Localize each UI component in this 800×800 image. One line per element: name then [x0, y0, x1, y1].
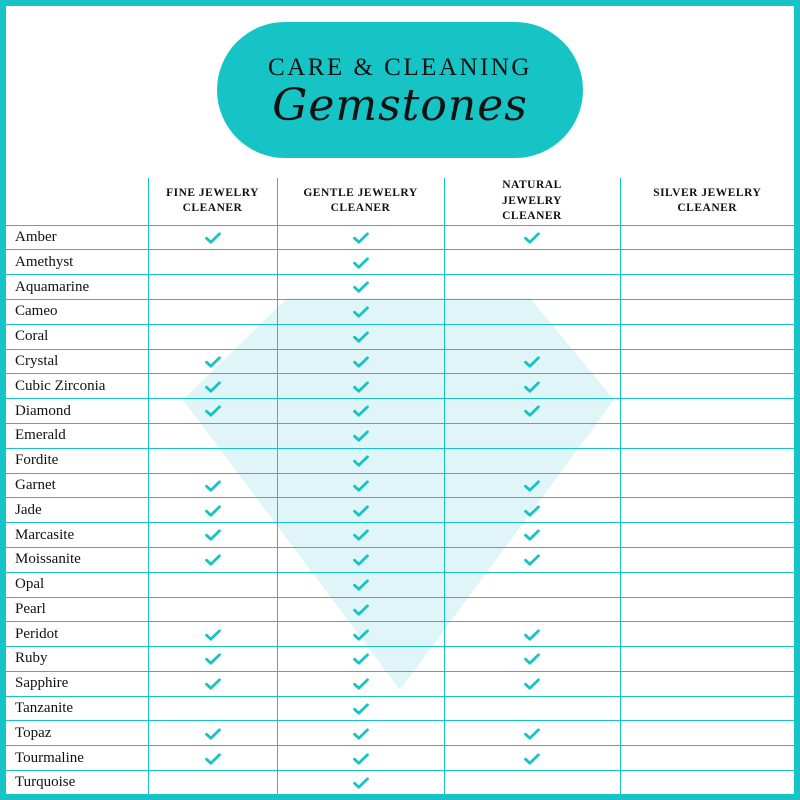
gemstone-name: Cameo [6, 299, 148, 324]
cell-natural [444, 647, 620, 672]
column-header-natural: NATURAL JEWELRY CLEANER [444, 178, 620, 225]
cell-fine [148, 647, 277, 672]
gemstone-name: Marcasite [6, 523, 148, 548]
table-row [6, 498, 794, 523]
cell-natural [444, 523, 620, 548]
cell-silver [620, 721, 794, 746]
check-icon [353, 331, 369, 343]
cell-silver [620, 250, 794, 275]
cell-silver [620, 746, 794, 771]
cell-natural [444, 275, 620, 300]
check-icon [353, 703, 369, 715]
gemstone-name: Fordite [6, 448, 148, 473]
check-icon [524, 232, 540, 244]
cell-gentle [277, 647, 444, 672]
cell-natural [444, 374, 620, 399]
cell-silver [620, 622, 794, 647]
check-icon [353, 480, 369, 492]
check-icon [353, 653, 369, 665]
table-row [6, 696, 794, 721]
cell-fine [148, 721, 277, 746]
gemstone-name: Ruby [6, 647, 148, 672]
cell-natural [444, 250, 620, 275]
table-row [6, 647, 794, 672]
gemstone-name: Sapphire [6, 671, 148, 696]
cell-natural [444, 671, 620, 696]
cell-natural [444, 622, 620, 647]
cell-natural [444, 696, 620, 721]
cell-fine [148, 498, 277, 523]
check-icon [353, 505, 369, 517]
check-icon [353, 257, 369, 269]
table-row [6, 746, 794, 771]
cell-natural [444, 225, 620, 250]
table-row [6, 349, 794, 374]
cell-fine [148, 696, 277, 721]
table-row [6, 448, 794, 473]
check-icon [353, 232, 369, 244]
cell-fine [148, 423, 277, 448]
gemstone-name: Amber [6, 225, 148, 250]
cell-silver [620, 771, 794, 796]
cell-gentle [277, 597, 444, 622]
check-icon [205, 629, 221, 641]
table-row [6, 523, 794, 548]
cell-fine [148, 448, 277, 473]
cell-gentle [277, 423, 444, 448]
title-banner [217, 22, 583, 158]
check-icon [524, 405, 540, 417]
cell-fine [148, 324, 277, 349]
cell-natural [444, 547, 620, 572]
gemstone-name: Amethyst [6, 250, 148, 275]
table-row [6, 771, 794, 796]
table-row [6, 250, 794, 275]
check-icon [353, 579, 369, 591]
cell-silver [620, 498, 794, 523]
header-corner-cell [6, 178, 148, 225]
cell-fine [148, 275, 277, 300]
cell-silver [620, 647, 794, 672]
check-icon [524, 554, 540, 566]
check-icon [205, 505, 221, 517]
cell-gentle [277, 299, 444, 324]
cell-silver [620, 299, 794, 324]
check-icon [205, 728, 221, 740]
check-icon [353, 430, 369, 442]
check-icon [524, 653, 540, 665]
check-icon [524, 728, 540, 740]
check-icon [353, 356, 369, 368]
cell-natural [444, 324, 620, 349]
cell-fine [148, 399, 277, 424]
check-icon [205, 529, 221, 541]
gemstone-name: Garnet [6, 473, 148, 498]
table-row [6, 572, 794, 597]
check-icon [353, 529, 369, 541]
cell-gentle [277, 771, 444, 796]
cell-gentle [277, 696, 444, 721]
table-row [6, 671, 794, 696]
cell-natural [444, 597, 620, 622]
check-icon [205, 480, 221, 492]
gemstone-name: Crystal [6, 349, 148, 374]
cell-natural [444, 399, 620, 424]
check-icon [524, 480, 540, 492]
cell-fine [148, 622, 277, 647]
cell-silver [620, 696, 794, 721]
check-icon [205, 356, 221, 368]
check-icon [353, 381, 369, 393]
cell-gentle [277, 547, 444, 572]
table-body [6, 225, 794, 795]
cell-fine [148, 597, 277, 622]
check-icon [205, 381, 221, 393]
cell-fine [148, 473, 277, 498]
table-row [6, 473, 794, 498]
cell-natural [444, 498, 620, 523]
cell-silver [620, 225, 794, 250]
title-heading: CARE & CLEANING [268, 53, 532, 81]
cell-silver [620, 374, 794, 399]
cell-silver [620, 597, 794, 622]
gemstone-name: Topaz [6, 721, 148, 746]
cell-natural [444, 572, 620, 597]
check-icon [205, 405, 221, 417]
table-row [6, 597, 794, 622]
cell-silver [620, 423, 794, 448]
cell-silver [620, 448, 794, 473]
table-row [6, 374, 794, 399]
gemstone-name: Aquamarine [6, 275, 148, 300]
cell-natural [444, 349, 620, 374]
table-row [6, 275, 794, 300]
cell-gentle [277, 721, 444, 746]
cell-gentle [277, 572, 444, 597]
table-row [6, 721, 794, 746]
cell-silver [620, 547, 794, 572]
cell-natural [444, 423, 620, 448]
check-icon [524, 356, 540, 368]
gemstone-care-table [6, 178, 794, 796]
cell-silver [620, 671, 794, 696]
cell-gentle [277, 622, 444, 647]
check-icon [353, 405, 369, 417]
check-icon [524, 381, 540, 393]
cell-fine [148, 225, 277, 250]
cell-gentle [277, 671, 444, 696]
cell-natural [444, 746, 620, 771]
cell-fine [148, 771, 277, 796]
gemstone-name: Turquoise [6, 771, 148, 796]
check-icon [353, 728, 369, 740]
table-row [6, 622, 794, 647]
cell-fine [148, 572, 277, 597]
cell-gentle [277, 374, 444, 399]
table-row [6, 299, 794, 324]
gemstone-name: Tanzanite [6, 696, 148, 721]
cell-fine [148, 299, 277, 324]
cell-fine [148, 374, 277, 399]
check-icon [205, 554, 221, 566]
cell-gentle [277, 523, 444, 548]
check-icon [353, 306, 369, 318]
table-header-row [6, 178, 794, 225]
cell-fine [148, 746, 277, 771]
column-header-silver: SILVER JEWELRY CLEANER [620, 178, 794, 225]
check-icon [205, 653, 221, 665]
check-icon [353, 753, 369, 765]
gemstone-name: Jade [6, 498, 148, 523]
check-icon [353, 678, 369, 690]
cell-silver [620, 399, 794, 424]
gemstone-name: Peridot [6, 622, 148, 647]
cell-gentle [277, 349, 444, 374]
cell-silver [620, 523, 794, 548]
gemstone-name: Opal [6, 572, 148, 597]
cell-fine [148, 547, 277, 572]
check-icon [353, 455, 369, 467]
gemstone-name: Moissanite [6, 547, 148, 572]
check-icon [524, 678, 540, 690]
cell-silver [620, 349, 794, 374]
table-row [6, 324, 794, 349]
gemstone-name: Pearl [6, 597, 148, 622]
cell-silver [620, 473, 794, 498]
cell-gentle [277, 250, 444, 275]
check-icon [205, 753, 221, 765]
table-row [6, 399, 794, 424]
check-icon [524, 629, 540, 641]
cell-gentle [277, 225, 444, 250]
cell-fine [148, 349, 277, 374]
check-icon [205, 678, 221, 690]
cell-fine [148, 671, 277, 696]
cell-gentle [277, 275, 444, 300]
gemstone-name: Tourmaline [6, 746, 148, 771]
gemstone-name: Diamond [6, 399, 148, 424]
cell-gentle [277, 324, 444, 349]
cell-natural [444, 448, 620, 473]
check-icon [353, 604, 369, 616]
check-icon [353, 281, 369, 293]
gemstone-name: Coral [6, 324, 148, 349]
cell-gentle [277, 746, 444, 771]
cell-silver [620, 572, 794, 597]
cell-natural [444, 299, 620, 324]
gemstone-name: Emerald [6, 423, 148, 448]
cell-gentle [277, 498, 444, 523]
title-subheading: Gemstones [272, 79, 528, 131]
table-row [6, 547, 794, 572]
check-icon [524, 753, 540, 765]
column-header-fine: FINE JEWELRY CLEANER [148, 178, 277, 225]
cell-silver [620, 275, 794, 300]
cell-silver [620, 324, 794, 349]
cell-natural [444, 473, 620, 498]
table-row [6, 423, 794, 448]
check-icon [353, 554, 369, 566]
check-icon [524, 529, 540, 541]
cell-natural [444, 721, 620, 746]
cell-natural [444, 771, 620, 796]
cell-gentle [277, 399, 444, 424]
gemstone-name: Cubic Zirconia [6, 374, 148, 399]
cell-gentle [277, 473, 444, 498]
table-row [6, 225, 794, 250]
column-header-gentle: GENTLE JEWELRY CLEANER [277, 178, 444, 225]
cell-fine [148, 250, 277, 275]
cell-fine [148, 523, 277, 548]
check-icon [524, 505, 540, 517]
check-icon [353, 777, 369, 789]
check-icon [353, 629, 369, 641]
check-icon [205, 232, 221, 244]
cell-gentle [277, 448, 444, 473]
